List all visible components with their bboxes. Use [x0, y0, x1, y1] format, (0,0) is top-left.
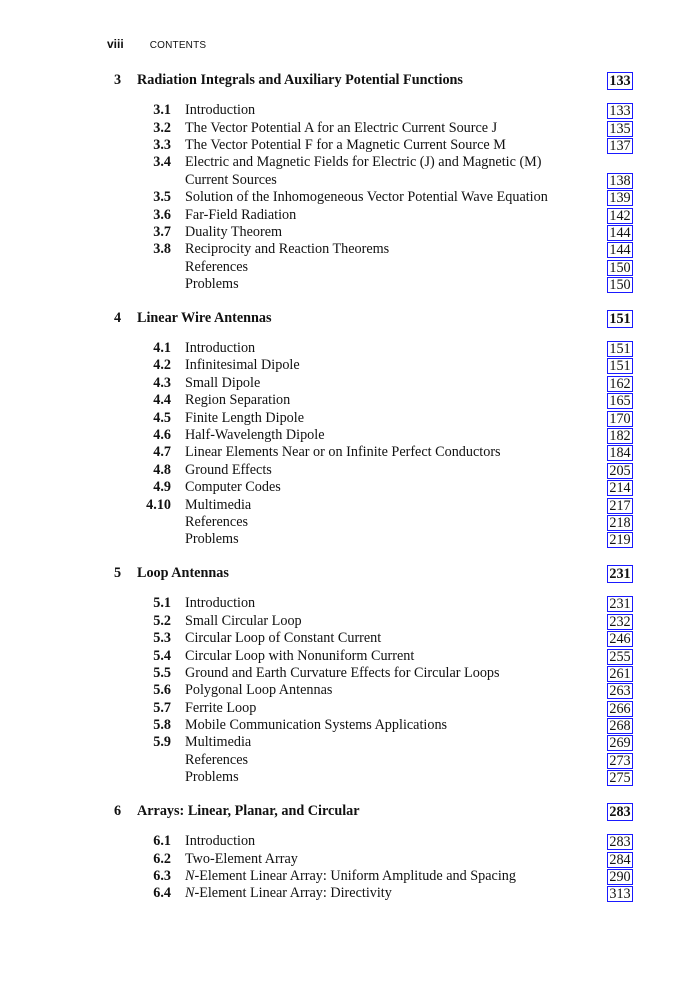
section-page-link[interactable]: 261: [607, 666, 633, 682]
section-title: Small Dipole: [185, 374, 261, 391]
section-title: Introduction: [185, 595, 256, 612]
section-number: 4.4: [153, 392, 171, 409]
section-entry: [0, 752, 683, 769]
section-page-link[interactable]: 231: [607, 596, 633, 612]
page-number: viii: [107, 37, 124, 51]
section-page-link[interactable]: 266: [607, 701, 633, 717]
section-entry: [0, 769, 683, 786]
section-title: Introduction: [185, 833, 256, 850]
section-page-link[interactable]: 232: [607, 614, 633, 630]
section-number: 4.7: [153, 444, 171, 461]
section-number: 5.2: [153, 612, 171, 629]
section-title: Circular Loop of Constant Current: [185, 630, 382, 647]
chapter-spacer: [0, 327, 683, 340]
section-number: 3.1: [153, 102, 171, 119]
section-entry: [0, 102, 683, 119]
section-title: Far-Field Radiation: [185, 206, 297, 223]
section-title: Introduction: [185, 340, 256, 357]
chapter-entry: [0, 310, 683, 328]
chapter-spacer: [0, 293, 683, 309]
chapter-number: 4: [114, 309, 122, 326]
section-page-link[interactable]: 263: [607, 683, 633, 699]
section-number: 5.9: [153, 734, 171, 751]
section-title: Multimedia: [185, 734, 252, 751]
section-page-link[interactable]: 138: [607, 173, 633, 189]
section-number: 6.2: [153, 850, 171, 867]
section-title: Half-Wavelength Dipole: [185, 427, 325, 444]
section-page-link[interactable]: 214: [607, 480, 633, 496]
section-page-link[interactable]: 217: [607, 498, 633, 514]
section-entry: [0, 444, 683, 461]
section-title: Polygonal Loop Antennas: [185, 682, 333, 699]
chapter-number: 3: [114, 72, 122, 88]
section-number: 3.8: [153, 241, 171, 258]
section-entry: [0, 340, 683, 357]
section-number: 6.1: [153, 833, 171, 850]
section-number: 5.3: [153, 630, 171, 647]
section-page-link[interactable]: 218: [607, 515, 633, 531]
chapter-title: Radiation Integrals and Auxiliary Potential Functions: [137, 72, 463, 88]
section-entry: [0, 410, 683, 427]
section-number: 4.6: [153, 427, 171, 444]
section-page-link[interactable]: 144: [607, 242, 633, 258]
section-page-link[interactable]: 162: [607, 376, 633, 392]
section-title: References: [185, 751, 249, 768]
section-entry: [0, 137, 683, 154]
section-page-link[interactable]: 137: [607, 138, 633, 154]
table-of-contents: [0, 72, 683, 903]
section-page-link[interactable]: 182: [607, 428, 633, 444]
section-title: Duality Theorem: [185, 223, 283, 240]
section-title: Two-Element Array: [185, 850, 298, 867]
section-title-continued: Current Sources: [185, 171, 277, 188]
section-title: Problems: [185, 769, 239, 786]
section-entry: [0, 427, 683, 444]
section-title: Infinitesimal Dipole: [185, 357, 300, 374]
section-page-link[interactable]: 205: [607, 463, 633, 479]
section-number: 4.5: [153, 409, 171, 426]
section-title: The Vector Potential A for an Electric Current Source J: [185, 119, 498, 136]
section-title: Computer Codes: [185, 479, 281, 496]
chapter-page-link[interactable]: 133: [607, 72, 633, 90]
section-entry: [0, 497, 683, 514]
section-number: 4.10: [146, 496, 171, 513]
chapter-entry: [0, 72, 683, 90]
section-page-link[interactable]: 165: [607, 393, 633, 409]
section-entry: [0, 630, 683, 647]
section-number: 4.2: [153, 357, 171, 374]
section-entry: [0, 514, 683, 531]
section-entry: [0, 648, 683, 665]
section-number: 5.1: [153, 595, 171, 612]
section-entry: [0, 375, 683, 392]
chapter-page-link[interactable]: 231: [607, 565, 633, 583]
section-number: 4.9: [153, 479, 171, 496]
section-number: 4.1: [153, 340, 171, 357]
section-entry: [0, 833, 683, 850]
section-page-link[interactable]: 255: [607, 649, 633, 665]
chapter-spacer: [0, 90, 683, 103]
section-entry: [0, 154, 683, 171]
section-number: 3.2: [153, 119, 171, 136]
section-entry: [0, 734, 683, 751]
section-page-link[interactable]: 246: [607, 631, 633, 647]
section-number: 5.7: [153, 699, 171, 716]
section-number: 4.8: [153, 461, 171, 478]
section-title: Circular Loop with Nonuniform Current: [185, 647, 415, 664]
chapter-page-link[interactable]: 283: [607, 803, 633, 821]
section-page-link[interactable]: 133: [607, 103, 633, 119]
section-title: References: [185, 258, 249, 275]
chapter-title: Loop Antennas: [137, 565, 229, 582]
section-entry: [0, 868, 683, 885]
section-title: N-Element Linear Array: Uniform Amplitude and Spacing: [185, 867, 516, 884]
section-number: 3.5: [153, 189, 171, 206]
section-entry: [0, 120, 683, 137]
section-title: Finite Length Dipole: [185, 409, 305, 426]
chapter-number: 6: [114, 803, 122, 820]
section-entry: [0, 276, 683, 293]
section-page-link[interactable]: 284: [607, 852, 633, 868]
section-page-link[interactable]: 150: [607, 277, 633, 293]
section-title: The Vector Potential F for a Magnetic Current Source M: [185, 136, 506, 153]
section-number: 3.4: [153, 154, 171, 171]
chapter-spacer: [0, 821, 683, 834]
chapter-entry: [0, 803, 683, 821]
section-title: Mobile Communication Systems Applications: [185, 717, 448, 734]
running-header: [107, 36, 206, 52]
section-number: 3.7: [153, 223, 171, 240]
section-entry: [0, 682, 683, 699]
section-page-link[interactable]: 170: [607, 411, 633, 427]
section-page-link[interactable]: 151: [607, 358, 633, 374]
section-number: 5.4: [153, 647, 171, 664]
section-title: Electric and Magnetic Fields for Electric (J) and Magnetic (M): [185, 154, 542, 171]
section-page-link[interactable]: 290: [607, 869, 633, 885]
section-title: Region Separation: [185, 392, 291, 409]
section-title: Linear Elements Near or on Infinite Perfect Conductors: [185, 444, 501, 461]
section-number: 6.4: [153, 885, 171, 902]
section-page-link[interactable]: 144: [607, 225, 633, 241]
section-page-link[interactable]: 139: [607, 190, 633, 206]
section-page-link[interactable]: 135: [607, 121, 633, 137]
section-title: Multimedia: [185, 496, 252, 513]
section-entry: [0, 531, 683, 548]
section-entry: [0, 479, 683, 496]
chapter-spacer: [0, 583, 683, 596]
section-page-link[interactable]: 150: [607, 260, 633, 276]
section-page-link[interactable]: 142: [607, 208, 633, 224]
section-number: 3.6: [153, 206, 171, 223]
section-title: Ground Effects: [185, 461, 272, 478]
chapter-page-link[interactable]: 151: [607, 310, 633, 328]
section-entry: [0, 392, 683, 409]
section-entry: [0, 224, 683, 241]
section-title: Reciprocity and Reaction Theorems: [185, 241, 390, 258]
section-title: Problems: [185, 276, 239, 293]
section-number: 5.8: [153, 717, 171, 734]
section-entry: [0, 613, 683, 630]
section-entry: [0, 717, 683, 734]
section-number: 5.6: [153, 682, 171, 699]
section-entry: [0, 885, 683, 902]
section-page-link[interactable]: 219: [607, 532, 633, 548]
section-entry: [0, 357, 683, 374]
section-title: Ground and Earth Curvature Effects for Circular Loops: [185, 664, 500, 681]
section-title: Small Circular Loop: [185, 612, 302, 629]
chapter-number: 5: [114, 565, 122, 582]
section-entry: [0, 700, 683, 717]
section-page-link[interactable]: 151: [607, 341, 633, 357]
section-entry: [0, 207, 683, 224]
chapter-spacer: [0, 549, 683, 565]
section-number: 6.3: [153, 867, 171, 884]
section-number: 5.5: [153, 664, 171, 681]
section-page-link[interactable]: 275: [607, 770, 633, 786]
chapter-title: Arrays: Linear, Planar, and Circular: [137, 803, 360, 820]
section-title: Problems: [185, 531, 239, 548]
section-page-link[interactable]: 268: [607, 718, 633, 734]
running-title: CONTENTS: [149, 40, 207, 51]
chapter-spacer: [0, 787, 683, 803]
section-entry: [0, 462, 683, 479]
section-entry: [0, 241, 683, 258]
section-page-link[interactable]: 184: [607, 445, 633, 461]
section-title: N-Element Linear Array: Directivity: [185, 885, 392, 902]
chapter-title: Linear Wire Antennas: [137, 309, 272, 326]
section-entry: [0, 595, 683, 612]
section-page-link[interactable]: 313: [607, 886, 633, 902]
section-title: Solution of the Inhomogeneous Vector Potential Wave Equation: [185, 189, 548, 206]
section-page-link[interactable]: 273: [607, 753, 633, 769]
section-title: Introduction: [185, 102, 256, 119]
section-entry: [0, 851, 683, 868]
section-page-link[interactable]: 283: [607, 834, 633, 850]
section-number: 3.3: [153, 136, 171, 153]
section-title: Ferrite Loop: [185, 699, 257, 716]
section-entry-continued: [0, 172, 683, 189]
section-title: References: [185, 513, 249, 530]
section-entry: [0, 665, 683, 682]
section-entry: [0, 189, 683, 206]
section-entry: [0, 259, 683, 276]
section-number: 4.3: [153, 374, 171, 391]
section-page-link[interactable]: 269: [607, 735, 633, 751]
chapter-entry: [0, 565, 683, 583]
